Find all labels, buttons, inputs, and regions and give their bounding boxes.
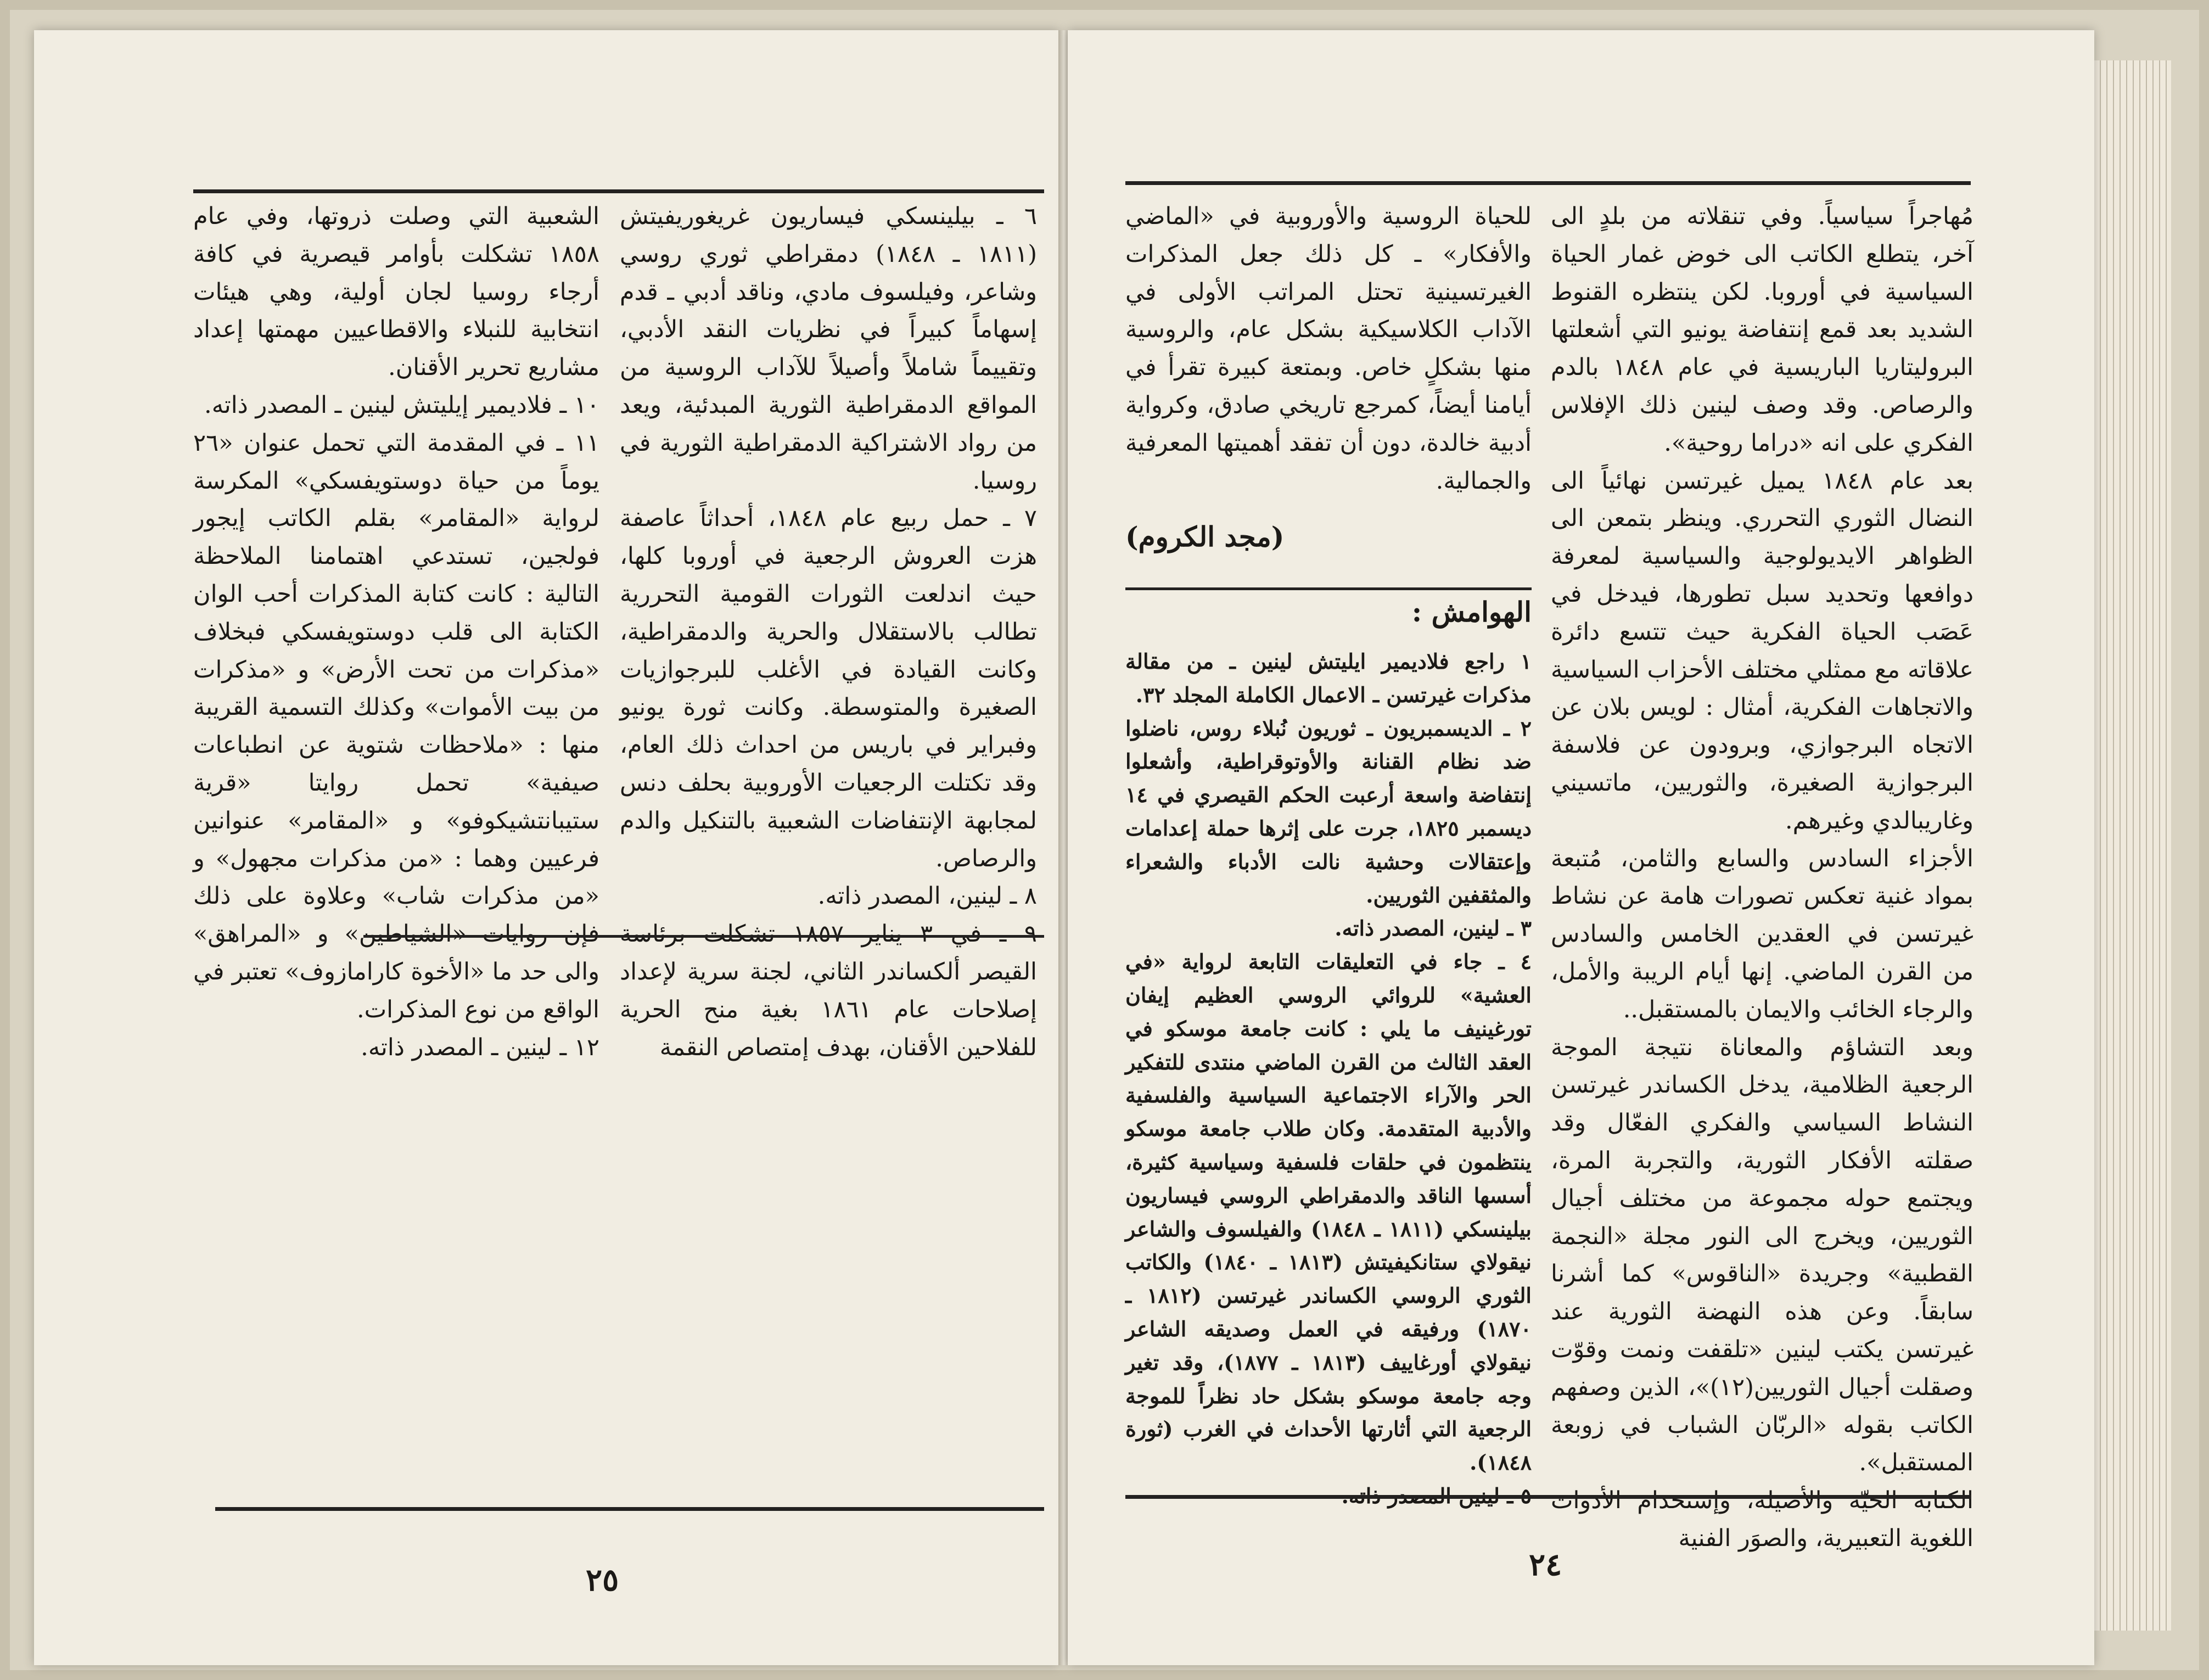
footnote-1: ١ راجع فلاديمير ايليتش لينين ـ من مقالة مذكرات غيرتسن ـ الاعمال الكاملة المجلد ٣٢. (1125, 649, 1532, 707)
footnote-4: ٤ ـ جاء في التعليقات التابعة لرواية «في العشية» للروائي الروسي العظيم إيفان تورغينيف ما يلي : كانت جامعة موسكو في العقد الثالث من القرن الماضي منتدى للتفكير الحر والآراء الاجتماعية السياسية والفلسفية والأدبية المتقدمة. وكان طلاب جامعة موسكو ينتظمون في حلقات فلسفية وسياسية كثيرة، أسسها الناقد والدمقراطي الروسي فيساريون بيلينسكي (١٨١١ ـ ١٨٤٨) والفيلسوف والشاعر نيقولاي ستانكيفيتش (١٨١٣ ـ ١٨٤٠) والكاتب الثوري الروسي الكساندر غيرتسن (١٨١٢ ـ ١٨٧٠) ورفيقه في العمل وصديقه الشاعر نيقولاي أورغاييف (١٨١٣ ـ ١٨٧٧)، وقد تغير وجه جامعة موسكو بشكل حاد نظراً للموجة الرجعية التي أثارتها الأحداث في الغرب (ثورة ١٨٤٨). (1125, 949, 1532, 1475)
right-page-top-rule (1125, 181, 1971, 185)
footnote-9: ٩ ـ في ٣ يناير ١٨٥٧ تشكلت برئاسة القيصر ألكساندر الثاني، لجنة سرية لإعداد إصلاحات عام ١٨٦١ بغية منح الحرية للفلاحين الأقنان، بهدف إمتصاص النقمة (620, 920, 1038, 1061)
footnote-12: ١٢ ـ لينين ـ المصدر ذاته. (361, 1033, 599, 1061)
closing-paragraph: للحياة الروسية والأوروبية في «الماضي والأفكار» ـ كل ذلك جعل المذكرات الغيرتسينية تحتل المراتب الأولى في الآداب الكلاسيكية بشكل عام، والروسية منها بشكلٍ خاص. وبمتعة كبيرة تقرأ في أيامنا أيضاً، كمرجع تاريخي صادق، وكرواية أدبية خالدة، دون أن تفقد أهميتها المعرفية والجمالية. (1125, 203, 1532, 495)
left-page-footnote-rule (363, 935, 1044, 938)
page-number: ٢٤ (1529, 1547, 1562, 1583)
paragraph: مُهاجراً سياسياً. وفي تنقلاته من بلدٍ الى آخر، يتطلع الكاتب الى خوض غمار الحياة السياسية في أوروبا. لكن ينتظره القنوط الشديد بعد قمع إنتفاضة يونيو التي أشعلتها البروليتاريا الباريسية في عام ١٨٤٨ بالدم والرصاص. وقد وصف لينين ذلك الإفلاس الفكري على انه «دراما روحية». (1551, 203, 1973, 457)
right-page-bottom-rule (1125, 1495, 1971, 1499)
footnote-5: ٥ ـ لينين المصدر ذاته. (1341, 1483, 1532, 1508)
book-page-edges (2094, 60, 2171, 1631)
right-page-column-right (1551, 198, 1973, 1558)
footnote-6: ٦ ـ بيلينسكي فيساريون غريغوريفيتش (١٨١١ ـ ١٨٤٨) دمقراطي ثوري روسي وشاعر، وفيلسوف مادي، وناقد أدبي ـ قدم إسهاماً كبيراً في نظريات النقد الأدبي، وتقييماً شاملاً وأصيلاً للآداب الروسية من المواقع الدمقراطية الثورية المبدئية، ويعد من رواد الاشتراكية الدمقراطية الثورية في روسيا. (620, 203, 1037, 495)
footnotes-list (1125, 645, 1532, 1513)
paragraph: الكتابة الحيّة والأصيلة، وإستخدام الأدوات اللغوية التعبيرية، والصوَر الفنية (1551, 1487, 1973, 1552)
paragraph: بعد عام ١٨٤٨ يميل غيرتسن نهائياً الى النضال الثوري التحرري. وينظر بتمعن الى الظواهر الايديولوجية والسياسية لمعرفة دوافعها وتحديد سبل تطورها، فيدخل في عَصَب الحياة الفكرية حيث تتسع دائرة علاقاته مع ممثلي مختلف الأحزاب السياسية والاتجاهات الفكرية، أمثال : لويس بلان عن الاتجاه البرجوازي، وبرودون عن فلاسفة البرجوازية الصغيرة، والثوريين، ماتسيني وغاريبالدي وغيرهم. (1551, 467, 1973, 835)
footnote-7: ٧ ـ حمل ربيع عام ١٨٤٨، أحداثاً عاصفة هزت العروش الرجعية في أوروبا كلها، حيث اندلعت الثورات القومية التحررية تطالب بالاستقلال والحرية والدمقراطية، وكانت القيادة في الأغلب للبرجوازيات الصغيرة والمتوسطة. وكانت ثورة يونيو وفبراير في باريس من احداث ذلك العام، وقد تكتلت الرجعيات الأوروبية بحلف دنس لمجابهة الإنتفاضات الشعبية بالتنكيل والدم والرصاص. (620, 505, 1037, 872)
footnote-3: ٣ ـ لينين، المصدر ذاته. (1335, 916, 1532, 941)
page-number: ٢٥ (586, 1562, 619, 1598)
footnotes-rule (1125, 587, 1532, 590)
left-page-top-rule (193, 189, 1044, 193)
footnote-9-continued: الشعبية التي وصلت ذروتها، وفي عام ١٨٥٨ تشكلت بأوامر قيصرية في كافة أرجاء روسيا لجان أولية، وهي هيئات انتخابية للنبلاء والاقطاعيين مهمتها إعداد مشاريع تحرير الأقنان. (193, 203, 599, 382)
right-page-column-left (1125, 198, 1532, 500)
footnotes-heading: الهوامش : (1411, 596, 1532, 628)
footnote-10: ١٠ ـ فلاديمير إيليتش لينين ـ المصدر ذاته. (204, 391, 599, 419)
paragraph: الأجزاء السادس والسابع والثامن، مُتبعة بمواد غنية تعكس تصورات هامة عن نشاط غيرتسن في العقدين الخامس والسادس من القرن الماضي. إنها أيام الريبة والأمل، والرجاء الخائب والايمان بالمستقبل.. (1551, 844, 1973, 1023)
author-signature: (مجد الكروم) (1125, 520, 1285, 553)
paragraph: وبعد التشاؤم والمعاناة نتيجة الموجة الرجعية الظلامية، يدخل الكساندر غيرتسن النشاط السياسي والفكري الفعّال وقد صقلته الأفكار الثورية، والتجربة المرة، ويجتمع حوله مجموعة من مختلف أجيال الثوريين، ويخرج الى النور مجلة «النجمة القطبية» وجريدة «الناقوس» كما أشرنا سابقاً. وعن هذه النهضة الثورية عند غيرتسن يكتب لينين «تلقفت ونمت وقوّت وصقلت أجيال الثوريين(١٢)»، الذين وصفهم الكاتب بقوله «الربّان الشباب في زوبعة المستقبل». (1551, 1033, 1973, 1477)
left-page-bottom-rule (215, 1507, 1044, 1511)
footnote-11: ١١ ـ في المقدمة التي تحمل عنوان «٢٦ يوماً من حياة دوستويفسكي» المكرسة لرواية «المقامر» بقلم الكاتب إيجور فولجين، تستدعي اهتمامنا الملاحظة التالية : كانت كتابة المذكرات أحب الوان الكتابة الى قلب دوستويفسكي فبخلاف «مذكرات من تحت الأرض» و «مذكرات من بيت الأموات» وكذلك التسمية القريبة منها : «ملاحظات شتوية عن انطباعات صيفية» تحمل روايتا «قرية ستيبانتشيكوفو» و «المقامر» عنوانين فرعيين وهما : «من مذكرات مجهول» و «من مذكرات شاب» وعلاوة على ذلك فإن روايات «الشياطين» و «المراهق» والى حد ما «الأخوة كارامازوف» تعتبر في الواقع من نوع المذكرات. (193, 429, 599, 1023)
footnote-8: ٨ ـ لينين، المصدر ذاته. (817, 882, 1037, 910)
right-page (1068, 30, 2094, 1665)
left-page (34, 30, 1059, 1665)
footnote-2: ٢ ـ الديسمبريون ـ ثوريون نُبلاء روس، ناضلوا ضد نظام القنانة والأوتوقراطية، وأشعلوا إنتفاضة واسعة أرعبت الحكم القيصري في ١٤ ديسمبر ١٨٢٥، جرت على إثرها حملة إعدامات وإعتقالات وحشية نالت الأدباء والشعراء والمثقفين الثوريين. (1125, 715, 1532, 908)
